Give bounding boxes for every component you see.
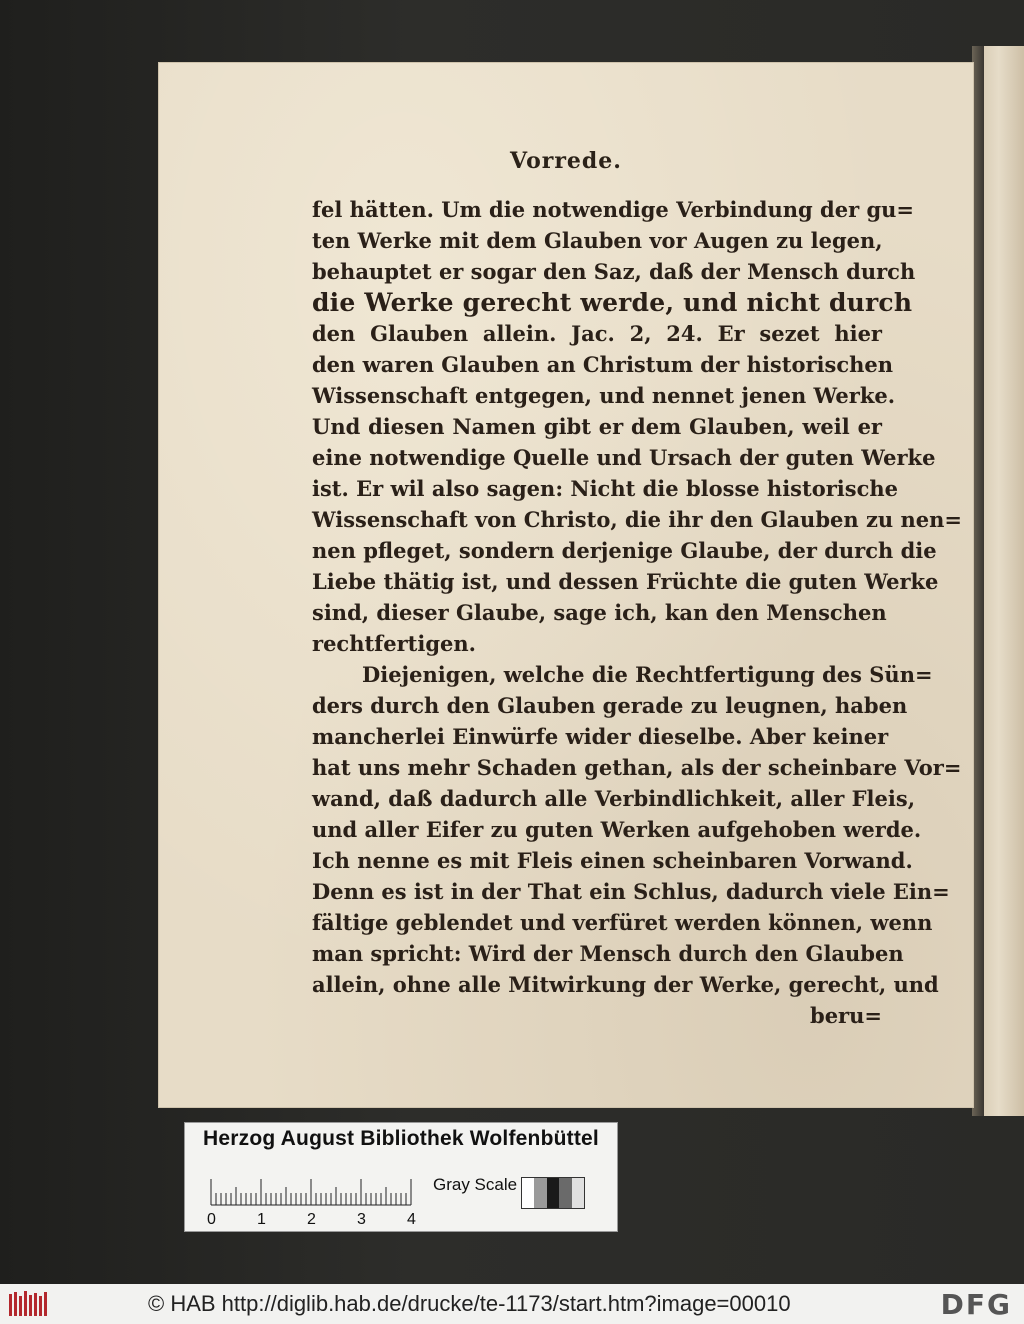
- gray-swatch: [547, 1178, 559, 1208]
- gray-swatch: [559, 1178, 571, 1208]
- copyright-link[interactable]: © HAB http://diglib.hab.de/drucke/te-1173/start.htm?image=00010: [148, 1291, 791, 1316]
- gray-swatch: [572, 1178, 584, 1208]
- running-head: Vorrede.: [510, 148, 622, 174]
- ruler-number: 2: [307, 1211, 316, 1228]
- catchword: beru=: [810, 1003, 882, 1028]
- color-chart-card: [184, 1122, 618, 1232]
- gray-swatch: [534, 1178, 546, 1208]
- hab-logo-icon: [8, 1290, 48, 1318]
- footer-bar: [0, 1284, 1024, 1324]
- gray-scale-swatches: [521, 1177, 585, 1209]
- dfg-logo: DFG: [940, 1288, 1012, 1321]
- ruler-number: 0: [207, 1211, 216, 1228]
- text-line: ders durch den Glauben gerade zu leugnen, haben: [312, 693, 908, 718]
- text-line: hat uns mehr Schaden gethan, als der scheinbare Vor=: [312, 755, 962, 780]
- text-line: wand, daß dadurch alle Verbindlichkeit, aller Fleis,: [312, 786, 916, 811]
- text-line: Diejenigen, welche die Rechtfertigung des Sün=: [362, 662, 933, 687]
- ruler-number: 3: [357, 1211, 366, 1228]
- text-line: die Werke gerecht werde, und nicht durch: [312, 288, 913, 317]
- gray-swatch: [522, 1178, 534, 1208]
- book-page: [158, 62, 974, 1108]
- card-title: Herzog August Bibliothek Wolfenbüttel: [203, 1127, 599, 1150]
- text-line: nen pfleget, sondern derjenige Glaube, der durch die: [312, 538, 937, 563]
- next-page-edge: [982, 46, 1024, 1116]
- signature-mark-faint: [336, 1028, 343, 1053]
- text-line: ist. Er wil also sagen: Nicht die blosse historische: [312, 476, 898, 501]
- text-line: Wissenschaft von Christo, die ihr den Glauben zu nen=: [312, 507, 962, 532]
- text-line: und aller Eifer zu guten Werken aufgehoben werde.: [312, 817, 922, 842]
- text-line: allein, ohne alle Mitwirkung der Werke, gerecht, und: [312, 972, 939, 997]
- text-line: sind, dieser Glaube, sage ich, kan den Menschen: [312, 600, 887, 625]
- text-line: ten Werke mit dem Glauben vor Augen zu legen,: [312, 228, 883, 253]
- gray-scale-label: Gray Scale: [433, 1175, 518, 1194]
- text-line: Wissenschaft entgegen, und nennet jenen Werke.: [312, 383, 896, 408]
- ruler-number: 4: [407, 1211, 416, 1228]
- text-line: Liebe thätig ist, und dessen Früchte die guten Werke: [312, 569, 939, 594]
- text-line: man spricht: Wird der Mensch durch den Glauben: [312, 941, 904, 966]
- text-line: eine notwendige Quelle und Ursach der guten Werke: [312, 445, 936, 470]
- text-line: den Glauben allein. Jac. 2, 24. Er sezet hier: [312, 321, 882, 346]
- text-line: Denn es ist in der That ein Schlus, dadurch viele Ein=: [312, 879, 950, 904]
- text-line: rechtfertigen.: [312, 631, 476, 656]
- text-line: behauptet er sogar den Saz, daß der Mensch durch: [312, 259, 916, 284]
- ruler-number: 1: [257, 1211, 266, 1228]
- text-line: mancherlei Einwürfe wider dieselbe. Aber keiner: [312, 724, 889, 749]
- text-line: Ich nenne es mit Fleis einen scheinbaren Vorwand.: [312, 848, 913, 873]
- body-text: [312, 194, 962, 1031]
- text-line: fältige geblendet und verfüret werden können, wenn: [312, 910, 933, 935]
- text-line: fel hätten. Um die notwendige Verbindung der gu=: [312, 197, 914, 222]
- text-line: den waren Glauben an Christum der historischen: [312, 352, 893, 377]
- text-line: Und diesen Namen gibt er dem Glauben, weil er: [312, 414, 882, 439]
